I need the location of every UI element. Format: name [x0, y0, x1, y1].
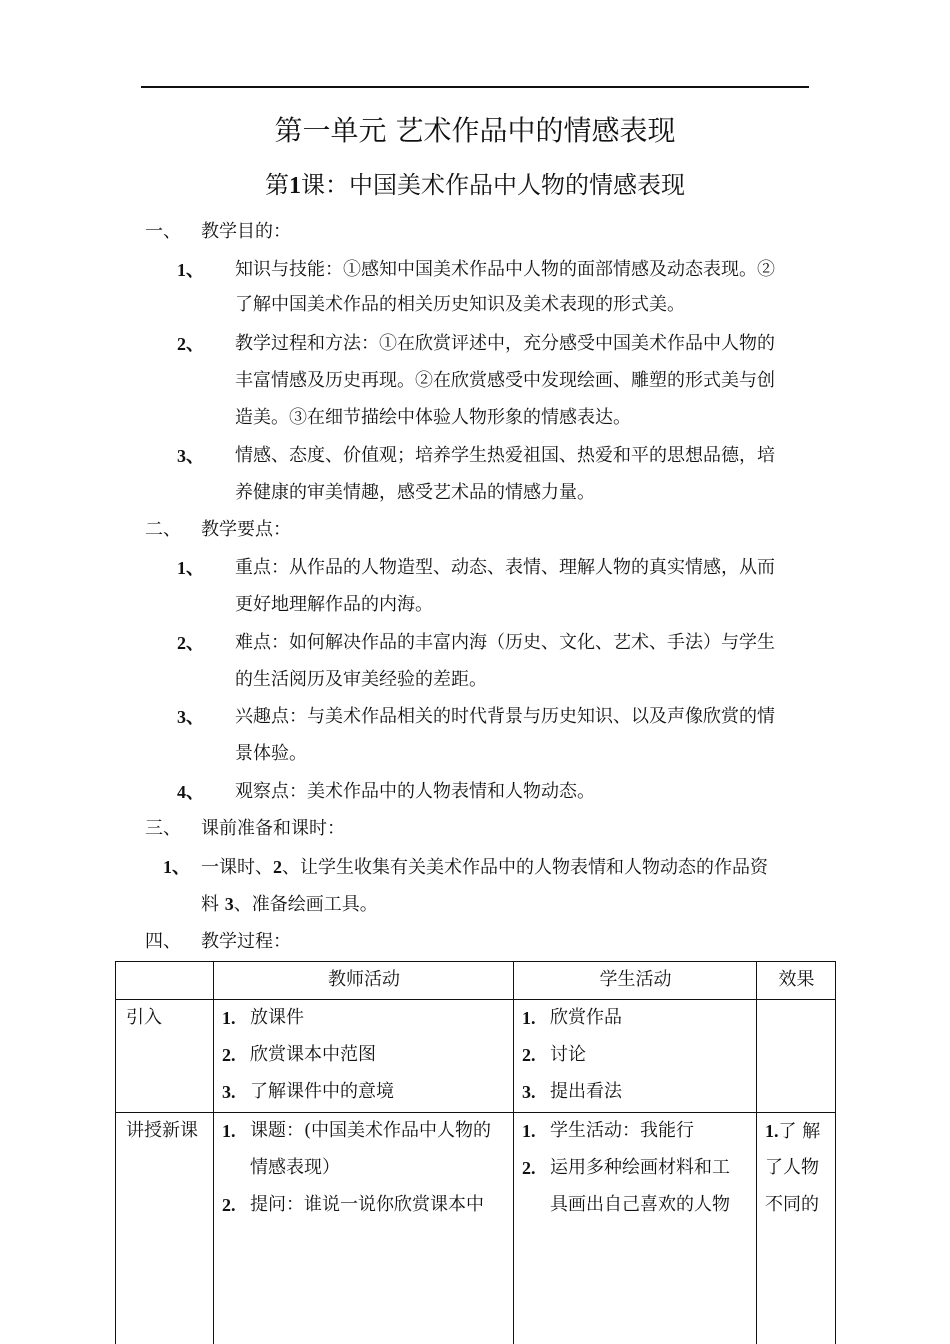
row-2-effect-line-2: 了人物 [765, 1157, 819, 1178]
lesson-title-rest: 课：中国美术作品中人物的情感表现 [301, 171, 685, 199]
s1-item-1-line-2: 了解中国美术作品的相关历史知识及美术表现的形式美。 [235, 294, 685, 315]
section-3-number: 三、 [145, 818, 181, 839]
s3-line-2-a: 料 [201, 894, 225, 915]
s2-item-4-line-1: 观察点：美术作品中的人物表情和人物动态。 [235, 781, 595, 802]
s2-item-3-line-2: 景体验。 [235, 743, 307, 764]
table-header-row [116, 962, 836, 1000]
row-2-effect-line-1: 了 解 [778, 1121, 821, 1142]
s2-item-2-number: 2、 [177, 633, 204, 653]
header-effect: 效果 [757, 962, 836, 1000]
s3-item-1-number: 1、 [163, 857, 190, 877]
header-stage [116, 962, 214, 1000]
lesson-title-prefix: 第 [265, 171, 289, 199]
s3-line-1-c: 、让学生收集有关美术作品中的人物表情和人物动态的作品资 [282, 857, 768, 878]
row-2-effect-number: 1. [765, 1121, 779, 1141]
s2-item-3-line-1: 兴趣点：与美术作品相关的时代背景与历史知识、以及声像欣赏的情 [235, 706, 775, 727]
unit-title: 第一单元 艺术作品中的情感表现 [274, 114, 676, 147]
section-2-number: 二、 [145, 519, 181, 540]
section-4-number: 四、 [145, 931, 181, 952]
table-row [116, 1113, 836, 1344]
section-3-label: 课前准备和课时： [201, 818, 345, 839]
s2-item-3-number: 3、 [177, 707, 204, 727]
s2-item-2-line-1: 难点：如何解决作品的丰富内海（历史、文化、艺术、手法）与学生 [235, 632, 775, 653]
s1-item-2-number: 2、 [177, 334, 204, 354]
s2-item-1-number: 1、 [177, 558, 204, 578]
row-2-effect [757, 1113, 836, 1344]
s3-line-1-num: 2 [273, 857, 282, 877]
section-1-label: 教学目的： [201, 221, 291, 242]
s1-item-3-line-2: 养健康的审美情趣，感受艺术品的情感力量。 [235, 482, 595, 503]
row-2-effect-line-3: 不同的 [765, 1194, 819, 1215]
s1-item-2-line-3: 造美。③在细节描绘中体验人物形象的情感表达。 [235, 407, 631, 428]
s3-line-1 [201, 854, 768, 881]
s3-line-2-num: 3 [224, 894, 234, 914]
header-student: 学生活动 [514, 962, 757, 1000]
row-1-teacher: 1. 放课件 2. 欣赏课本中范图 3. 了解课件中的意境 [214, 1000, 514, 1113]
section-2-label: 教学要点： [201, 519, 291, 540]
s1-item-3-number: 3、 [177, 446, 204, 466]
s3-line-2 [201, 891, 378, 918]
row-1-effect [757, 1000, 836, 1113]
s1-item-1-number: 1、 [177, 260, 204, 280]
row-1-stage: 引入 [116, 1000, 214, 1113]
s2-item-1-line-1: 重点：从作品的人物造型、动态、表情、理解人物的真实情感，从而 [235, 557, 775, 578]
header-teacher: 教师活动 [214, 962, 514, 1000]
row-1-student: 1. 欣赏作品 2. 讨论 3. 提出看法 [514, 1000, 757, 1113]
s2-item-1-line-2: 更好地理解作品的内海。 [235, 594, 433, 615]
s1-item-1-line-1: 知识与技能：①感知中国美术作品中人物的面部情感及动态表现。② [235, 259, 775, 280]
s1-item-3-line-1: 情感、态度、价值观；培养学生热爱祖国、热爱和平的思想品德，培 [235, 445, 775, 466]
lesson-title-number: 1 [289, 173, 301, 199]
header-rule [141, 86, 809, 88]
s2-item-2-line-2: 的生活阅历及审美经验的差距。 [235, 669, 487, 690]
table-row [116, 1000, 836, 1113]
row-2-teacher: 1. 课题：(中国美术作品中人物的 情感表现） 2. 提问：谁说一说你欣赏课本中 [214, 1113, 514, 1344]
s1-item-2-line-1: 教学过程和方法：①在欣赏评述中，充分感受中国美术作品中人物的 [235, 333, 775, 354]
s3-line-1-a: 一课时、 [201, 857, 273, 878]
teaching-process-table [115, 961, 836, 1344]
lesson-title [0, 168, 950, 203]
s3-line-2-c: 、准备绘画工具。 [233, 894, 378, 915]
row-2-stage: 讲授新课 [116, 1113, 214, 1344]
s1-item-2-line-2: 丰富情感及历史再现。②在欣赏感受中发现绘画、雕塑的形式美与创 [235, 370, 775, 391]
section-4-label: 教学过程： [201, 931, 291, 952]
section-1-number: 一、 [145, 221, 181, 242]
s2-item-4-number: 4、 [177, 782, 204, 802]
row-2-student: 1. 学生活动：我能行 2. 运用多种绘画材料和工 具画出自己喜欢的人物 [514, 1113, 757, 1344]
